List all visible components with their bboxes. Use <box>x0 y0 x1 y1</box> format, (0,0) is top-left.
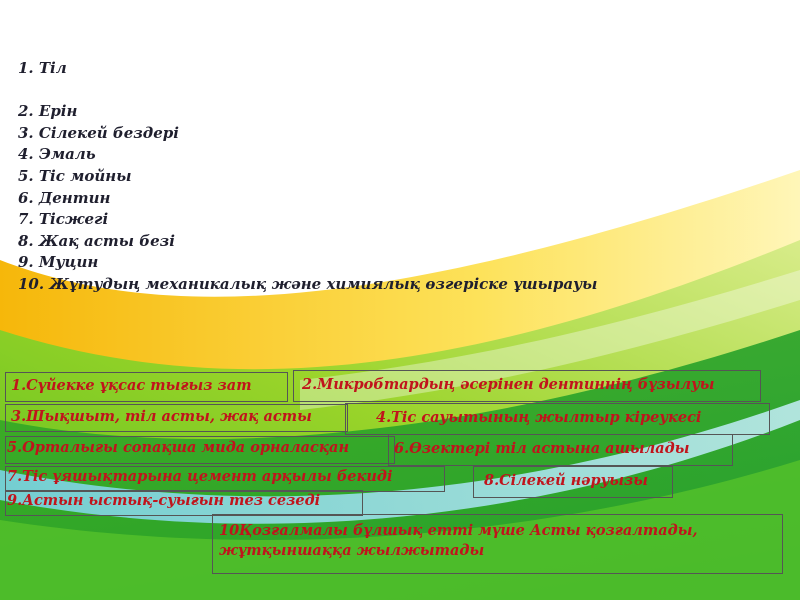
list-item: 1. Тіл <box>18 59 67 77</box>
definition-box-4[interactable]: 4.Тіс сауытының жылтыр кіреукесі <box>345 403 770 435</box>
definition-box-3[interactable]: 3.Шықшыт, тіл асты, жақ асты <box>5 404 348 432</box>
definition-box-8[interactable]: 8.Сілекей нәруызы <box>473 466 673 498</box>
list-item: 7. Тісжегі <box>18 210 109 229</box>
definition-box-5[interactable]: 5.Орталығы сопақша мида орналасқан <box>5 436 395 464</box>
definition-box-10[interactable]: 10Қозғалмалы бұлшық етті мүше Асты қозғалтады, жұтқыншаққа жылжытады <box>212 514 783 574</box>
definition-box-2[interactable]: 2.Микробтардың әсерінен дентиннің бұзылуы <box>293 370 761 402</box>
numbered-term-list <box>18 58 597 296</box>
list-item: 9. Муцин <box>18 253 99 272</box>
list-item: 5. Тіс мойны <box>18 166 132 185</box>
list-item: 3. Сілекей бездері <box>18 123 179 142</box>
list-item: 2. Ерін <box>18 102 78 121</box>
list-item: 10. Жұтудың механикалық және химиялық өзгеріске ұшырауы <box>18 274 598 293</box>
list-item: 6. Дентин <box>18 188 111 207</box>
definition-box-6[interactable]: 6.Өзектері тіл астына ашылады <box>388 434 733 466</box>
definition-box-7[interactable]: 7.Тіс ұяшықтарына цемент арқылы бекиді <box>5 466 445 492</box>
list-item: 8. Жақ асты безі <box>18 231 175 250</box>
list-item: 4. Эмаль <box>18 145 96 164</box>
definition-box-9[interactable]: 9.Астын ыстық-суығын тез сезеді <box>5 490 363 516</box>
definition-box-1[interactable]: 1.Сүйекке ұқсас тығыз зат <box>5 372 288 402</box>
